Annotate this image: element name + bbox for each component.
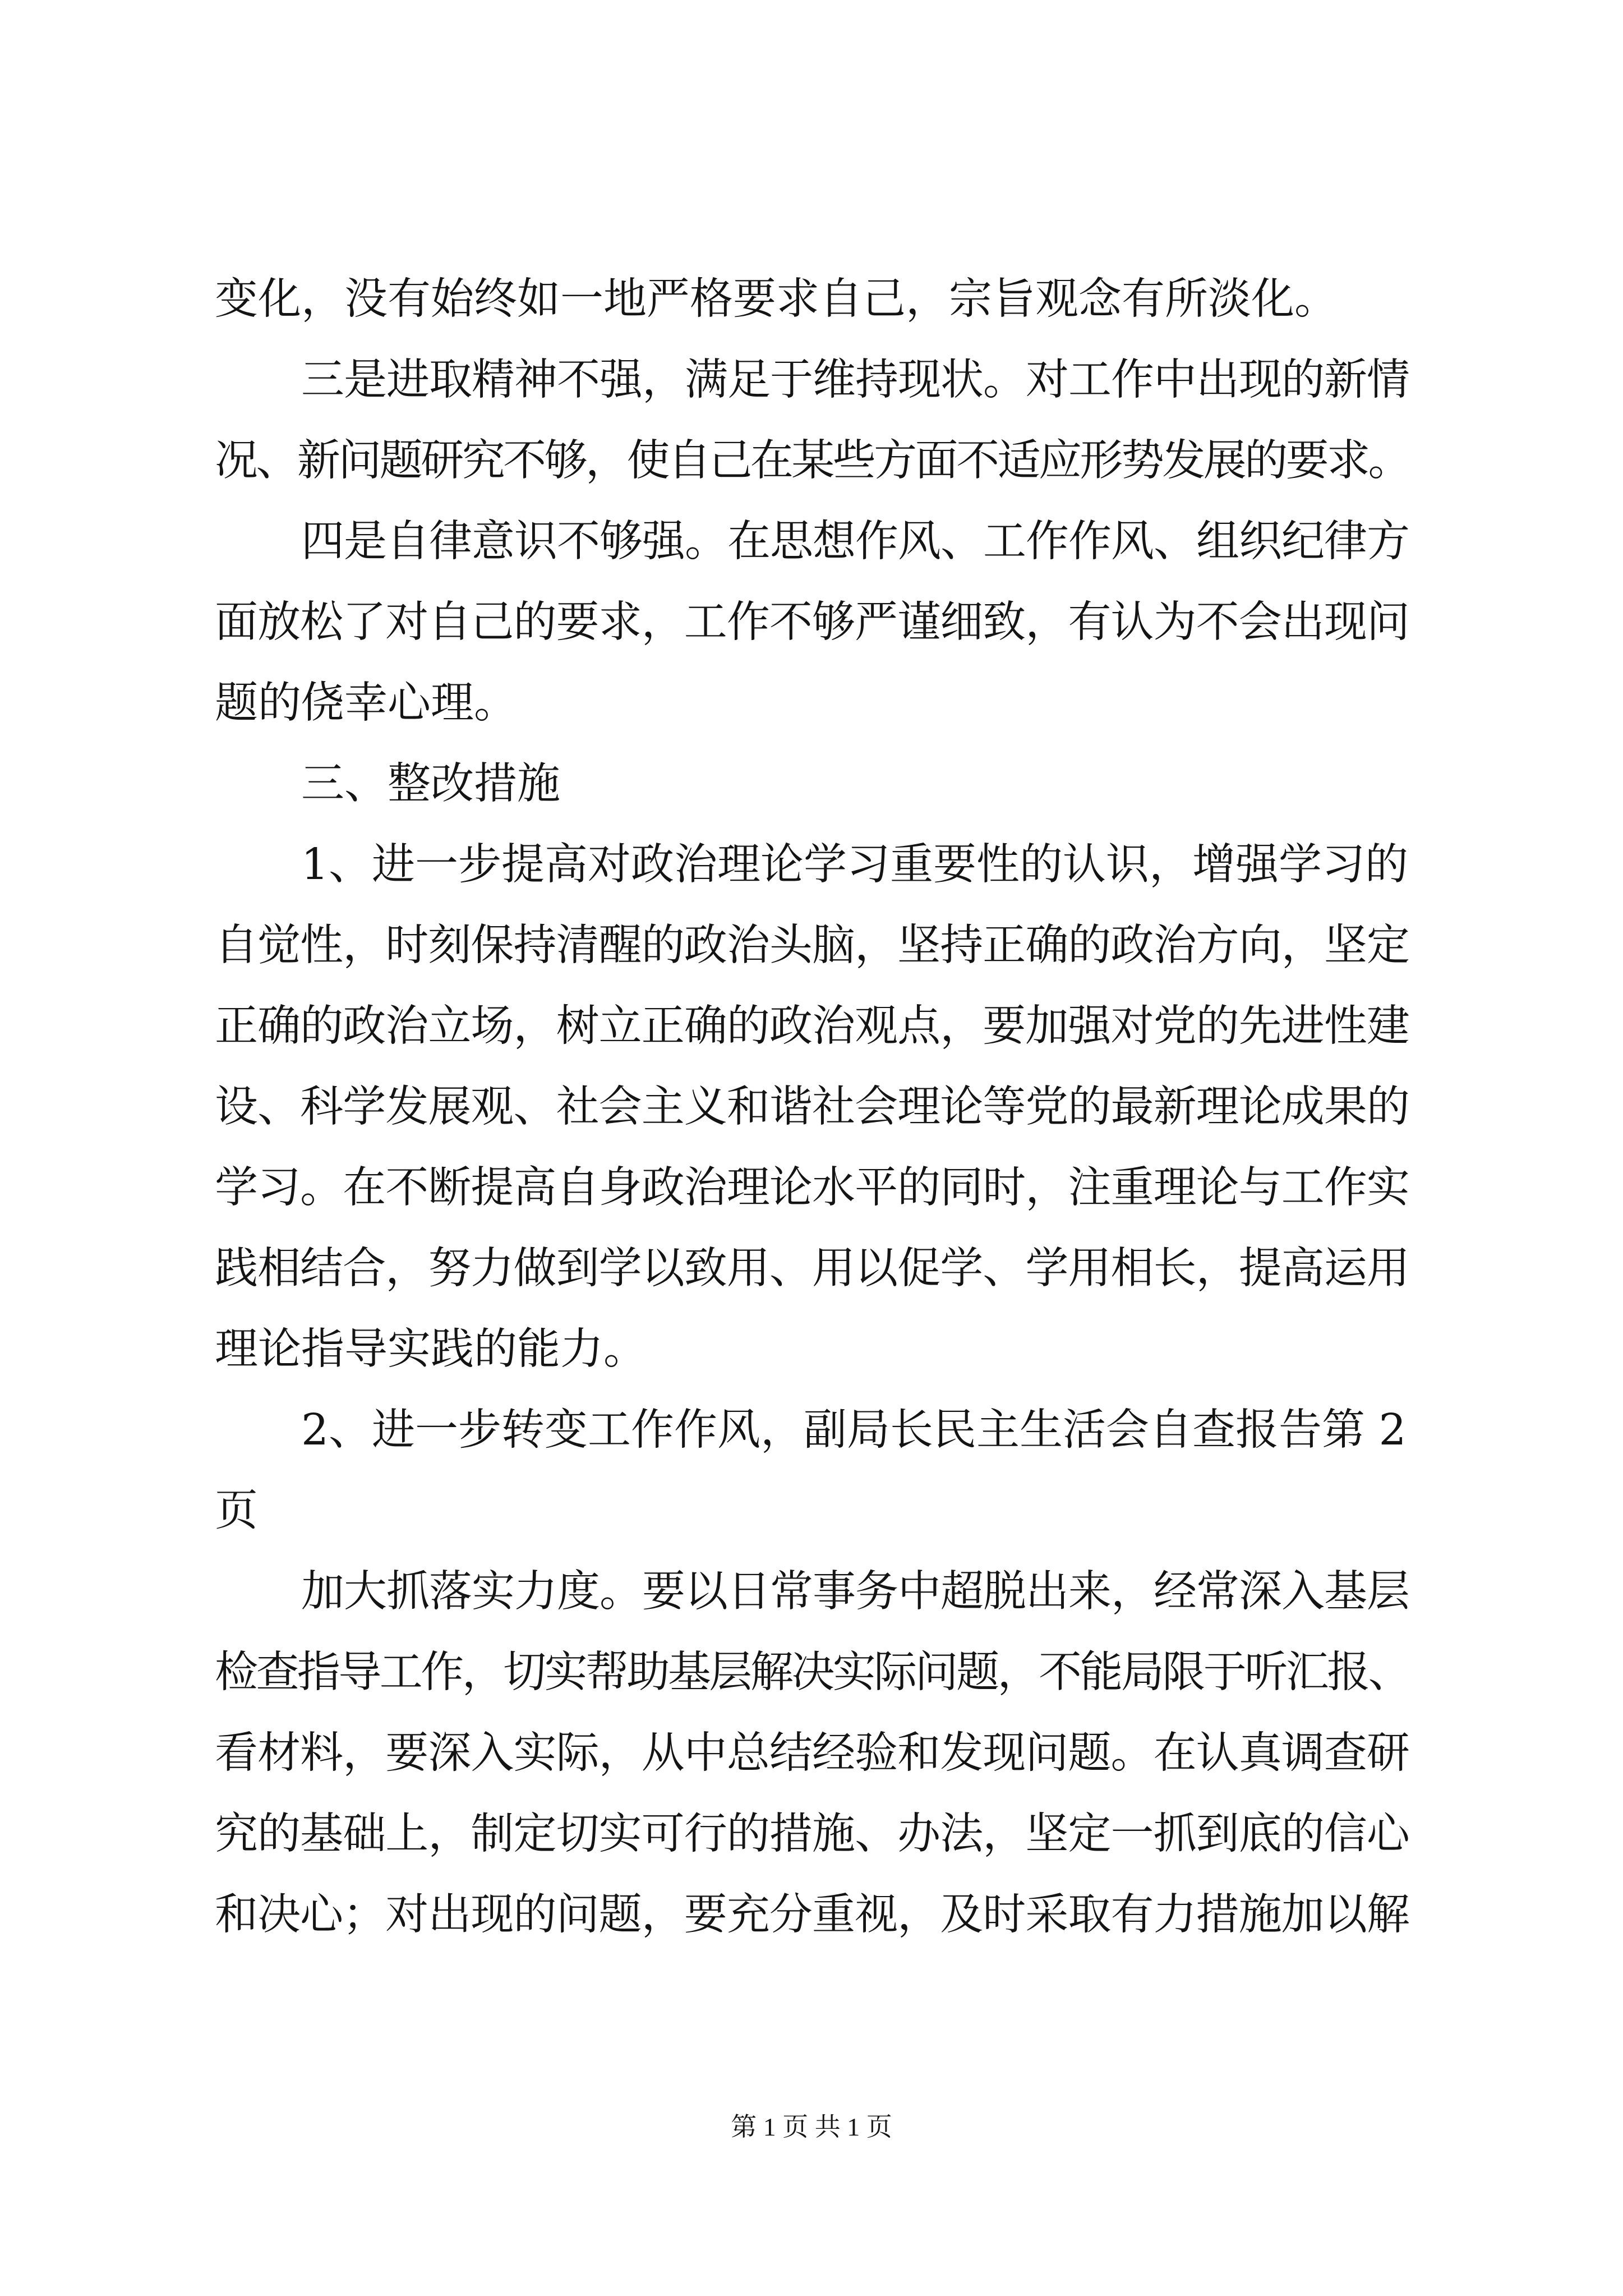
text-line: 看材料，要深入实际，从中总结经验和发现问题。在认真调查研 [215, 1728, 1409, 1778]
text-line: 变化，没有始终如一地严格要求自己，宗旨观念有所淡化。 [215, 274, 1338, 324]
text-line: 学习。在不断提高自身政治理论水平的同时，注重理论与工作实 [215, 1163, 1409, 1213]
text-line: 况、新问题研究不够，使自己在某些方面不适应形势发展的要求。 [215, 436, 1409, 486]
text-line: 检查指导工作，切实帮助基层解决实际问题，不能局限于听汇报、 [215, 1648, 1409, 1697]
text-line: 题的侥幸心理。 [215, 678, 517, 728]
text-line: 自觉性，时刻保持清醒的政治头脑，坚持正确的政治方向，坚定 [215, 921, 1409, 970]
text-line: 设、科学发展观、社会主义和谐社会理论等党的最新理论成果的 [215, 1082, 1409, 1132]
text-line: 加大抓落实力度。要以日常事务中超脱出来，经常深入基层 [301, 1567, 1409, 1617]
text-line: 2、进一步转变工作作风，副局长民主生活会自查报告第 2 [301, 1405, 1407, 1455]
text-line: 三、整改措施 [301, 759, 560, 809]
text-line: 正确的政治立场，树立正确的政治观点，要加强对党的先进性建 [215, 1001, 1409, 1051]
text-line: 践相结合，努力做到学以致用、用以促学、学用相长，提高运用 [215, 1244, 1409, 1294]
text-line: 和决心；对出现的问题，要充分重视，及时采取有力措施加以解 [215, 1890, 1409, 1940]
text-line: 页 [215, 1486, 258, 1536]
text-line: 四是自律意识不够强。在思想作风、工作作风、组织纪律方 [301, 517, 1409, 567]
text-line: 究的基础上，制定切实可行的措施、办法，坚定一抓到底的信心 [215, 1809, 1409, 1859]
text-line: 三是进取精神不强，满足于维持现状。对工作中出现的新情 [301, 355, 1409, 405]
text-line: 理论指导实践的能力。 [215, 1324, 647, 1374]
text-line: 面放松了对自己的要求，工作不够严谨细致，有认为不会出现问 [215, 597, 1409, 647]
page-footer: 第 1 页 共 1 页 [731, 2113, 892, 2141]
text-line: 1、进一步提高对政治理论学习重要性的认识，增强学习的 [301, 840, 1408, 890]
body-text [215, 259, 1409, 1955]
